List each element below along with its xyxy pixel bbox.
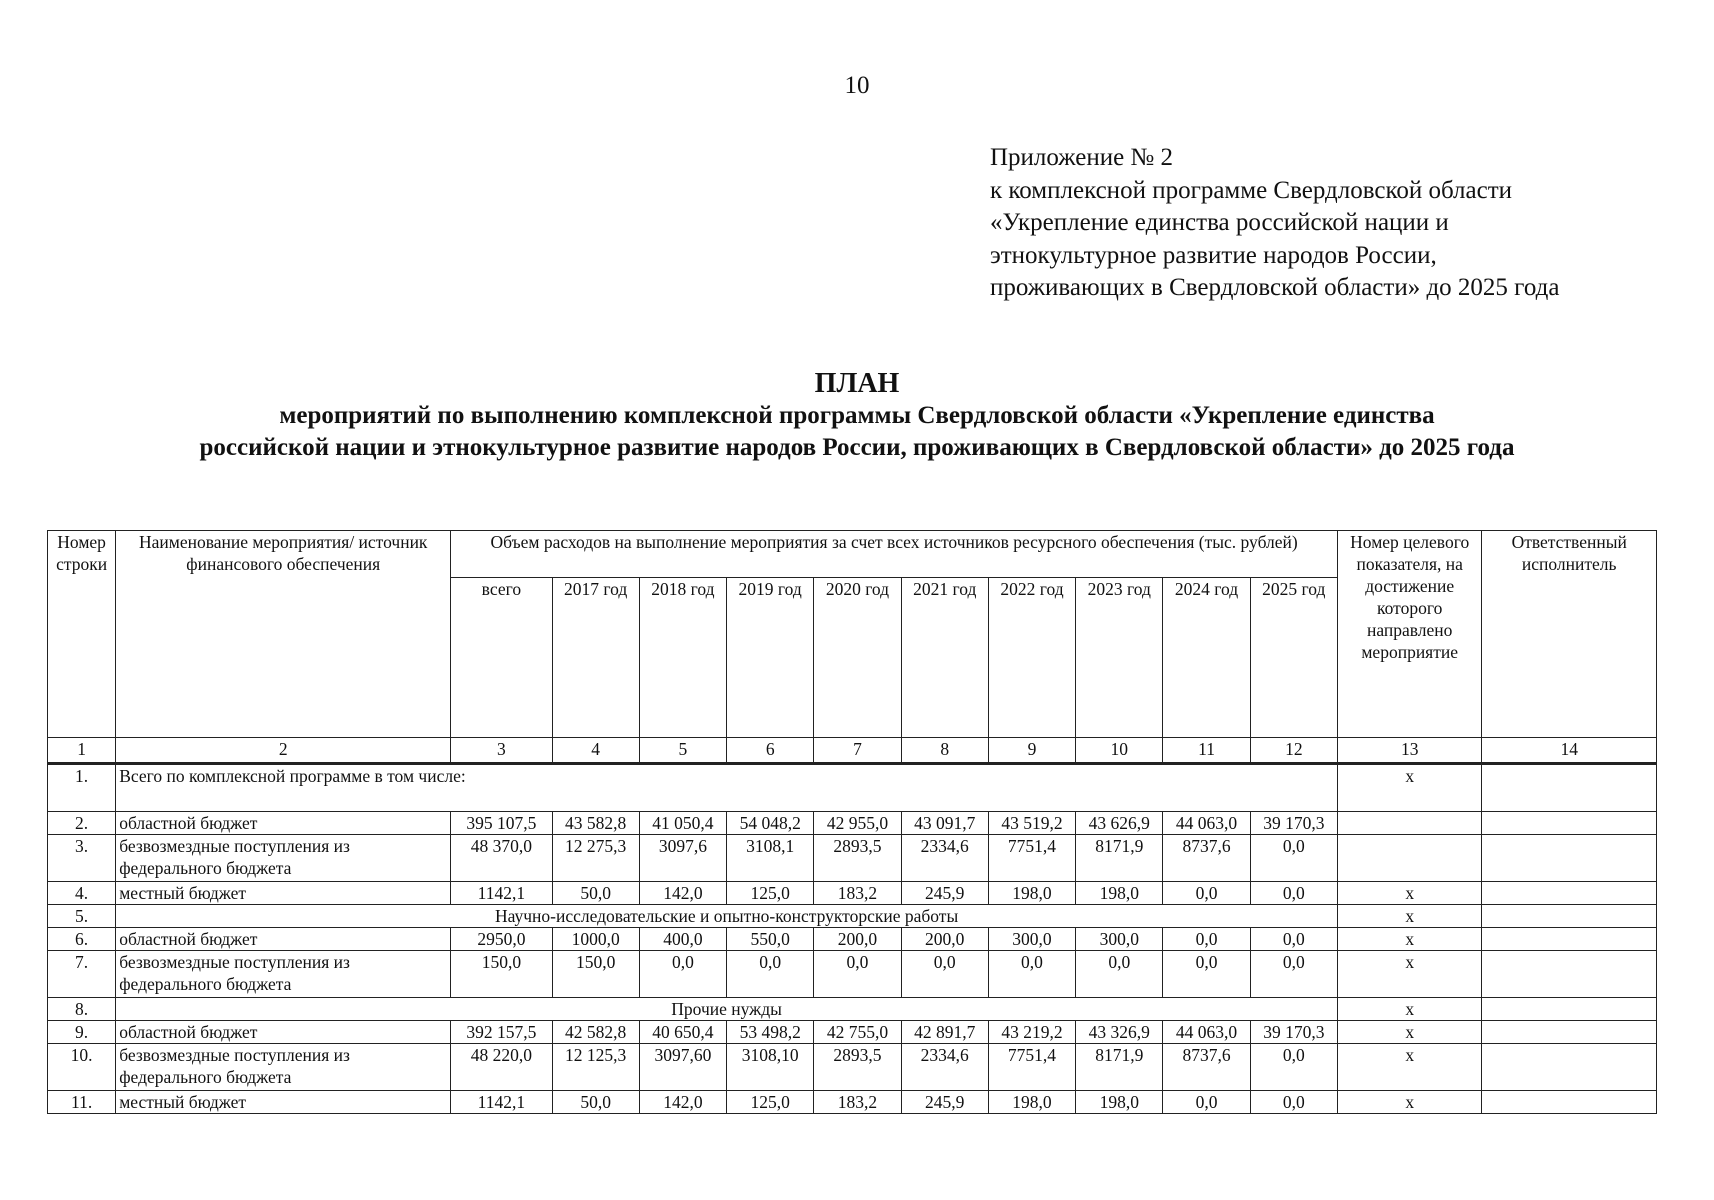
row-indicator [1337,835,1481,882]
column-number: 14 [1482,738,1657,764]
column-number: 1 [48,738,116,764]
header-year: 2024 год [1163,578,1250,738]
row-number: 3. [48,835,116,882]
row-value: 8737,6 [1163,835,1250,882]
column-number: 2 [116,738,451,764]
row-number: 8. [48,998,116,1021]
table-row [48,905,1657,928]
row-value: 7751,4 [988,835,1075,882]
row-value: 183,2 [814,882,901,905]
section-title: Прочие нужды [116,998,1338,1021]
row-value: 125,0 [727,882,814,905]
row-responsible [1482,1091,1657,1114]
table-row [48,998,1657,1021]
row-value: 42 891,7 [901,1021,988,1044]
row-value: 142,0 [639,1091,726,1114]
row-value: 150,0 [451,951,552,998]
table-row [48,882,1657,905]
row-value: 550,0 [727,928,814,951]
row-value: 2893,5 [814,835,901,882]
row-value: 53 498,2 [727,1021,814,1044]
header-year: 2020 год [814,578,901,738]
header-year: 2021 год [901,578,988,738]
row-responsible [1482,928,1657,951]
row-number: 5. [48,905,116,928]
table-row [48,928,1657,951]
row-value: 43 626,9 [1076,812,1163,835]
title-line: мероприятий по выполнению комплексной программы Свердловской области «Укрепление единства [279,402,1435,429]
row-value: 39 170,3 [1250,812,1337,835]
appendix-block [990,142,1559,305]
row-value: 0,0 [1250,1044,1337,1091]
row-value: 300,0 [988,928,1075,951]
appendix-line: Приложение № 2 [990,144,1174,171]
row-indicator: х [1337,764,1481,812]
row-value: 150,0 [552,951,639,998]
column-number: 10 [1076,738,1163,764]
column-number: 11 [1163,738,1250,764]
row-name: областной бюджет [116,1021,451,1044]
row-name: Всего по комплексной программе в том числе: [116,764,1338,812]
row-value: 0,0 [1250,835,1337,882]
row-indicator: х [1337,905,1481,928]
row-number: 4. [48,882,116,905]
header-year: 2017 год [552,578,639,738]
row-value: 3108,10 [727,1044,814,1091]
row-value: 245,9 [901,1091,988,1114]
row-value: 50,0 [552,882,639,905]
row-number: 10. [48,1044,116,1091]
row-indicator: х [1337,882,1481,905]
row-value: 43 326,9 [1076,1021,1163,1044]
header-year: 2019 год [727,578,814,738]
column-number: 7 [814,738,901,764]
row-value: 0,0 [1076,951,1163,998]
row-responsible [1482,905,1657,928]
table-row [48,1021,1657,1044]
table-row [48,951,1657,998]
column-number: 5 [639,738,726,764]
row-value: 392 157,5 [451,1021,552,1044]
header-total: всего [451,578,552,738]
row-name: областной бюджет [116,928,451,951]
row-value: 300,0 [1076,928,1163,951]
row-value: 44 063,0 [1163,812,1250,835]
column-number: 12 [1250,738,1337,764]
row-value: 8171,9 [1076,1044,1163,1091]
header-year: 2023 год [1076,578,1163,738]
row-value: 0,0 [1163,951,1250,998]
appendix-line: проживающих в Свердловской области» до 2025 года [990,274,1560,301]
table-row [48,764,1657,812]
row-value: 125,0 [727,1091,814,1114]
row-value: 44 063,0 [1163,1021,1250,1044]
row-value: 0,0 [901,951,988,998]
header-row-number: Номер строки [48,531,116,738]
header-year: 2025 год [1250,578,1337,738]
row-responsible [1482,998,1657,1021]
row-value: 200,0 [814,928,901,951]
row-value: 12 125,3 [552,1044,639,1091]
row-name: местный бюджет [116,882,451,905]
row-value: 8737,6 [1163,1044,1250,1091]
row-responsible [1482,1021,1657,1044]
header-responsible: Ответственный исполнитель [1482,531,1657,738]
appendix-line: «Укрепление единства российской нации и [990,209,1449,236]
row-value: 142,0 [639,882,726,905]
table-row [48,812,1657,835]
column-number: 13 [1337,738,1481,764]
row-number: 2. [48,812,116,835]
row-value: 0,0 [1250,951,1337,998]
row-value: 198,0 [1076,882,1163,905]
row-value: 1000,0 [552,928,639,951]
row-value: 400,0 [639,928,726,951]
row-name: местный бюджет [116,1091,451,1114]
row-value: 3097,6 [639,835,726,882]
row-value: 0,0 [1250,882,1337,905]
row-value: 48 370,0 [451,835,552,882]
row-indicator: х [1337,1091,1481,1114]
row-value: 2334,6 [901,1044,988,1091]
section-title: Научно-исследовательские и опытно-конструкторские работы [116,905,1338,928]
row-value: 42 582,8 [552,1021,639,1044]
row-value: 50,0 [552,1091,639,1114]
appendix-line: этнокультурное развитие народов России, [990,241,1437,269]
row-indicator: х [1337,928,1481,951]
row-value: 2334,6 [901,835,988,882]
row-value: 245,9 [901,882,988,905]
row-value: 48 220,0 [451,1044,552,1091]
row-number: 11. [48,1091,116,1114]
column-number: 3 [451,738,552,764]
row-value: 7751,4 [988,1044,1075,1091]
title-line: российской нации и этнокультурное развитие народов России, проживающих в Свердловской области» до 2025 года [199,434,1515,461]
row-value: 2950,0 [451,928,552,951]
row-indicator: х [1337,951,1481,998]
row-value: 3097,60 [639,1044,726,1091]
row-value: 198,0 [1076,1091,1163,1114]
appendix-line: к комплексной программе Свердловской области [990,176,1513,204]
row-name: областной бюджет [116,812,451,835]
column-number: 9 [988,738,1075,764]
row-value: 0,0 [1163,1091,1250,1114]
row-value: 0,0 [639,951,726,998]
row-value: 0,0 [988,951,1075,998]
column-number: 4 [552,738,639,764]
row-value: 54 048,2 [727,812,814,835]
table-row [48,1091,1657,1114]
row-value: 40 650,4 [639,1021,726,1044]
row-value: 2893,5 [814,1044,901,1091]
row-value: 0,0 [1250,1091,1337,1114]
row-value: 198,0 [988,1091,1075,1114]
row-value: 43 219,2 [988,1021,1075,1044]
page-number: 10 [844,72,870,99]
row-value: 41 050,4 [639,812,726,835]
header-year: 2022 год [988,578,1075,738]
row-indicator [1337,812,1481,835]
row-value: 43 582,8 [552,812,639,835]
row-name: безвозмездные поступления из федерального бюджета [116,951,451,998]
row-value: 42 755,0 [814,1021,901,1044]
row-value: 8171,9 [1076,835,1163,882]
row-value: 198,0 [988,882,1075,905]
row-indicator: х [1337,1021,1481,1044]
row-value: 1142,1 [451,882,552,905]
row-responsible [1482,812,1657,835]
row-responsible [1482,835,1657,882]
row-name: безвозмездные поступления из федерального бюджета [116,1044,451,1091]
row-value: 0,0 [1163,928,1250,951]
row-value: 395 107,5 [451,812,552,835]
header-volume: Объем расходов на выполнение мероприятия за счет всех источников ресурсного обеспечения (тыс. рублей) [451,531,1338,578]
row-number: 7. [48,951,116,998]
row-responsible [1482,951,1657,998]
row-value: 12 275,3 [552,835,639,882]
header-year: 2018 год [639,578,726,738]
title-main: ПЛАН [814,368,900,399]
row-value: 39 170,3 [1250,1021,1337,1044]
column-number: 6 [727,738,814,764]
row-number: 1. [48,764,116,812]
row-value: 43 519,2 [988,812,1075,835]
row-responsible [1482,882,1657,905]
row-responsible [1482,764,1657,812]
row-indicator: х [1337,1044,1481,1091]
row-value: 0,0 [1250,928,1337,951]
row-name: безвозмездные поступления из федерального бюджета [116,835,451,882]
row-responsible [1482,1044,1657,1091]
row-number: 9. [48,1021,116,1044]
row-value: 183,2 [814,1091,901,1114]
row-number: 6. [48,928,116,951]
row-value: 0,0 [1163,882,1250,905]
row-value: 0,0 [727,951,814,998]
row-indicator: х [1337,998,1481,1021]
row-value: 42 955,0 [814,812,901,835]
row-value: 1142,1 [451,1091,552,1114]
row-value: 43 091,7 [901,812,988,835]
header-indicator: Номер целевого показателя, на достижение которого направлено мероприятие [1337,531,1481,738]
column-number: 8 [901,738,988,764]
plan-table [47,530,1657,1114]
header-name: Наименование мероприятия/ источник финансового обеспечения [116,531,451,738]
table-row [48,835,1657,882]
table-row [48,1044,1657,1091]
row-value: 3108,1 [727,835,814,882]
row-value: 200,0 [901,928,988,951]
row-value: 0,0 [814,951,901,998]
document-title [0,368,1714,464]
